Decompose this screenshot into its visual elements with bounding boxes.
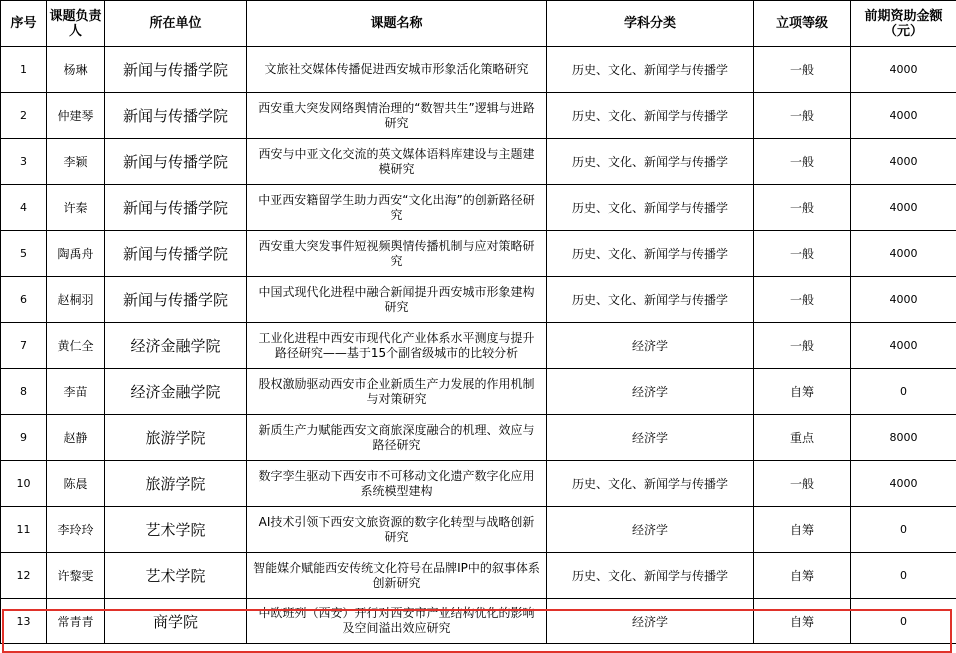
header-title: 课题名称	[247, 1, 547, 47]
cell-amount: 4000	[851, 185, 956, 231]
cell-person: 赵桐羽	[47, 277, 105, 323]
cell-person: 许秦	[47, 185, 105, 231]
cell-amount: 0	[851, 553, 956, 599]
cell-level: 一般	[754, 461, 851, 507]
cell-amount: 4000	[851, 277, 956, 323]
cell-unit: 新闻与传播学院	[105, 47, 247, 93]
cell-title: 西安重大突发网络舆情治理的“数智共生”逻辑与进路研究	[247, 93, 547, 139]
cell-seq: 9	[1, 415, 47, 461]
cell-person: 李颖	[47, 139, 105, 185]
cell-level: 一般	[754, 277, 851, 323]
cell-amount: 4000	[851, 461, 956, 507]
cell-unit: 新闻与传播学院	[105, 93, 247, 139]
cell-amount: 0	[851, 507, 956, 553]
cell-amount: 4000	[851, 139, 956, 185]
cell-title: 文旅社交媒体传播促进西安城市形象活化策略研究	[247, 47, 547, 93]
cell-person: 李苗	[47, 369, 105, 415]
cell-subject: 经济学	[547, 507, 754, 553]
cell-title: 股权激励驱动西安市企业新质生产力发展的作用机制与对策研究	[247, 369, 547, 415]
cell-subject: 历史、文化、新闻学与传播学	[547, 139, 754, 185]
cell-title: 智能媒介赋能西安传统文化符号在品牌IP中的叙事体系创新研究	[247, 553, 547, 599]
cell-seq: 3	[1, 139, 47, 185]
cell-person: 许黎雯	[47, 553, 105, 599]
table-row	[1, 323, 956, 369]
cell-unit: 艺术学院	[105, 507, 247, 553]
cell-title: 西安与中亚文化交流的英文媒体语料库建设与主题建模研究	[247, 139, 547, 185]
header-subject: 学科分类	[547, 1, 754, 47]
cell-person: 赵静	[47, 415, 105, 461]
cell-title: 数字孪生驱动下西安市不可移动文化遗产数字化应用系统模型建构	[247, 461, 547, 507]
cell-level: 一般	[754, 47, 851, 93]
cell-amount: 4000	[851, 47, 956, 93]
cell-level: 一般	[754, 185, 851, 231]
table-row	[1, 93, 956, 139]
table-row	[1, 139, 956, 185]
cell-person: 陶禹舟	[47, 231, 105, 277]
cell-title: 西安重大突发事件短视频舆情传播机制与应对策略研究	[247, 231, 547, 277]
cell-person: 李玲玲	[47, 507, 105, 553]
header-row	[1, 1, 956, 47]
cell-subject: 历史、文化、新闻学与传播学	[547, 93, 754, 139]
cell-title: 中国式现代化进程中融合新闻提升西安城市形象建构研究	[247, 277, 547, 323]
cell-level: 自筹	[754, 369, 851, 415]
table-row	[1, 185, 956, 231]
header-person: 课题负责人	[47, 1, 105, 47]
cell-seq: 11	[1, 507, 47, 553]
cell-subject: 历史、文化、新闻学与传播学	[547, 47, 754, 93]
table-row	[1, 553, 956, 599]
cell-level: 一般	[754, 231, 851, 277]
cell-seq: 12	[1, 553, 47, 599]
cell-amount: 4000	[851, 323, 956, 369]
cell-level: 自筹	[754, 553, 851, 599]
table-row	[1, 277, 956, 323]
cell-person: 仲建琴	[47, 93, 105, 139]
cell-seq: 1	[1, 47, 47, 93]
header-level: 立项等级	[754, 1, 851, 47]
cell-subject: 历史、文化、新闻学与传播学	[547, 461, 754, 507]
cell-amount: 0	[851, 369, 956, 415]
table-row	[1, 599, 956, 644]
cell-unit: 新闻与传播学院	[105, 139, 247, 185]
cell-amount: 8000	[851, 415, 956, 461]
cell-unit: 旅游学院	[105, 415, 247, 461]
cell-amount: 0	[851, 599, 956, 644]
cell-seq: 4	[1, 185, 47, 231]
table-row	[1, 415, 956, 461]
cell-unit: 新闻与传播学院	[105, 185, 247, 231]
cell-seq: 6	[1, 277, 47, 323]
cell-title: 中亚西安籍留学生助力西安“文化出海”的创新路径研究	[247, 185, 547, 231]
cell-subject: 经济学	[547, 415, 754, 461]
cell-unit: 商学院	[105, 599, 247, 644]
cell-unit: 新闻与传播学院	[105, 277, 247, 323]
header-amount: 前期资助金额（元）	[851, 1, 956, 47]
cell-subject: 历史、文化、新闻学与传播学	[547, 231, 754, 277]
cell-seq: 8	[1, 369, 47, 415]
table-row	[1, 507, 956, 553]
cell-amount: 4000	[851, 93, 956, 139]
cell-unit: 经济金融学院	[105, 369, 247, 415]
table-row	[1, 461, 956, 507]
cell-title: AI技术引领下西安文旅资源的数字化转型与战略创新研究	[247, 507, 547, 553]
cell-title: 中欧班列（西安）开行对西安市产业结构优化的影响及空间溢出效应研究	[247, 599, 547, 644]
table-row	[1, 231, 956, 277]
cell-subject: 经济学	[547, 599, 754, 644]
header-unit: 所在单位	[105, 1, 247, 47]
cell-unit: 经济金融学院	[105, 323, 247, 369]
cell-level: 一般	[754, 139, 851, 185]
cell-subject: 历史、文化、新闻学与传播学	[547, 277, 754, 323]
cell-seq: 7	[1, 323, 47, 369]
cell-title: 工业化进程中西安市现代化产业体系水平测度与提升路径研究——基于15个副省级城市的比较分析	[247, 323, 547, 369]
cell-seq: 2	[1, 93, 47, 139]
cell-title: 新质生产力赋能西安文商旅深度融合的机理、效应与路径研究	[247, 415, 547, 461]
cell-unit: 旅游学院	[105, 461, 247, 507]
cell-subject: 历史、文化、新闻学与传播学	[547, 553, 754, 599]
table-row	[1, 47, 956, 93]
cell-level: 自筹	[754, 507, 851, 553]
cell-subject: 历史、文化、新闻学与传播学	[547, 185, 754, 231]
table-row	[1, 369, 956, 415]
cell-seq: 13	[1, 599, 47, 644]
cell-level: 重点	[754, 415, 851, 461]
cell-unit: 新闻与传播学院	[105, 231, 247, 277]
cell-seq: 5	[1, 231, 47, 277]
cell-person: 黄仁全	[47, 323, 105, 369]
cell-person: 陈晨	[47, 461, 105, 507]
header-seq: 序号	[1, 1, 47, 47]
cell-seq: 10	[1, 461, 47, 507]
cell-unit: 艺术学院	[105, 553, 247, 599]
cell-level: 一般	[754, 93, 851, 139]
cell-subject: 经济学	[547, 369, 754, 415]
cell-amount: 4000	[851, 231, 956, 277]
cell-person: 杨琳	[47, 47, 105, 93]
cell-level: 一般	[754, 323, 851, 369]
cell-person: 常青青	[47, 599, 105, 644]
cell-level: 自筹	[754, 599, 851, 644]
cell-subject: 经济学	[547, 323, 754, 369]
